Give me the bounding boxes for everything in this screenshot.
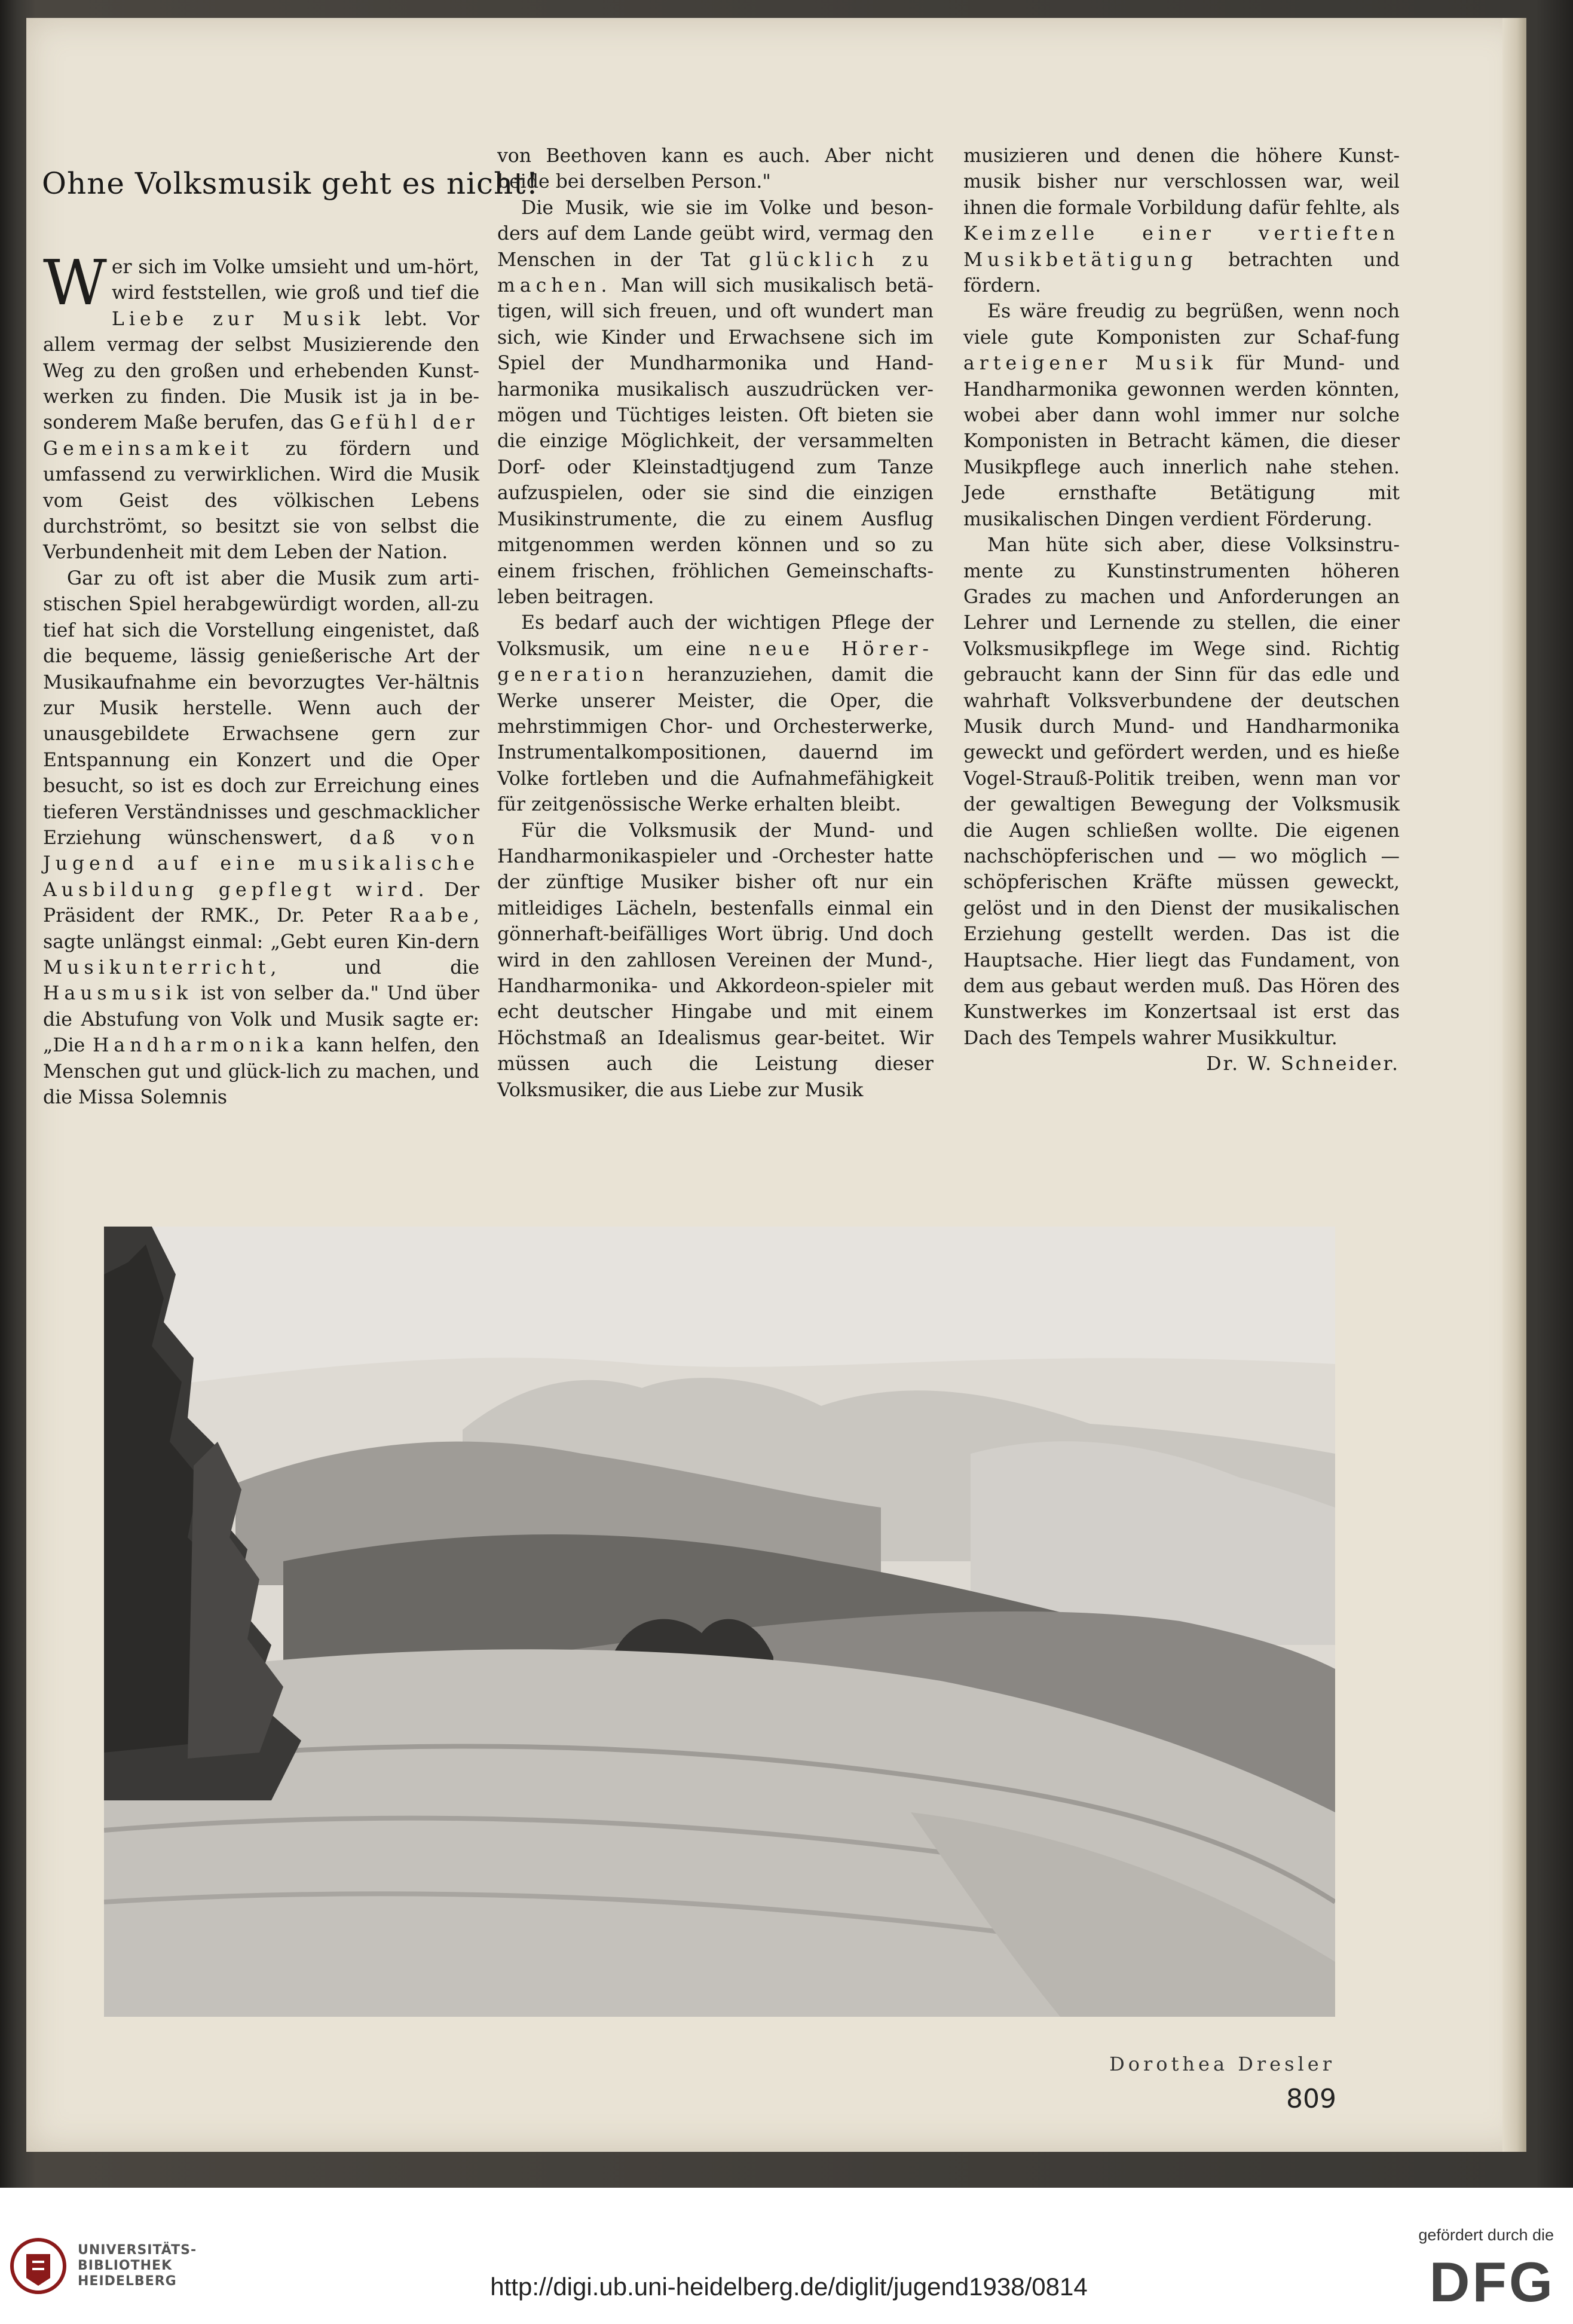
spaced-text: Gefühl der Gemeinsamkeit [43,412,479,460]
text-run: Man will sich musikalisch betä-tigen, will sich freuen, und oft wundert man sich, wie Kinder und Erwachsene sich im Spiel der Mundharmonika und Hand-harmonika musikalisch auszudrücken ver-mögen und Tüchtiges leisten. Oft bieten sie die einzige Möglichkeit, der versammelten Dorf- oder Kleinstadtjugend zum Tanze aufzuspielen, oder sie sind die einzigen Musikinstrumente, die zu einem Ausflug mitgenommen werden können und so zu einem frischen, fröhlichen Gemeinschafts-leben beitragen. [497,275,934,608]
paragraph: Für die Volksmusik der Mund- und Handharmonikaspieler und -Orchester hatte der zünftige Musiker bisher oft nur ein mitleidiges Lächeln, bestenfalls einmal ein gönnerhaft-beifälliges Wort übrig. Und doch wird in den zahllosen Vereinen der Mund-, Handharmonika- und Akkordeon-spieler mit echt deutscher Hingabe und mit einem Höchstmaß an Idealismus gear-beitet. Wir müssen auch die Leistung dieser Volksmusiker, die aus Liebe zur Musik [497,819,934,1101]
text-run: , sagte unlängst einmal: „Gebt euren Kin-dern [43,905,479,953]
paragraph [963,299,1400,533]
spaced-text: neue Hörer-generation [497,638,934,686]
spaced-text: Liebe zur Musik [111,308,365,330]
spaced-text: Musikunterricht [43,956,271,978]
image-caption: Dorothea Dresler [1109,2053,1335,2075]
text-run: ist von selber da." Und über die Abstufung von Volk und Musik sagte er: „Die [43,983,479,1057]
text-run: heranzuziehen, damit die Werke unserer Meister, die Oper, die mehrstimmigen Chor- und Orchesterwerke, Instrumentalkompositionen, dauernd im Volke fortleben und die Aufnahmefähigkeit für zeitgenössische Werke erhalten bleibt. [497,664,934,816]
magazine-page [26,18,1526,2152]
text-column-3 [963,143,1400,1078]
text-run: Die Musik, wie sie im Volke und beson-ders auf dem Lande geübt wird, vermag den Menschen in der Tat [497,197,934,271]
sponsor-label: gefördert durch die [1418,2226,1554,2244]
university-seal-icon [8,2233,68,2299]
paragraph: von Beethoven kann es auch. Aber nicht beide bei derselben Person." [497,145,934,193]
viewer-footer [0,2188,1573,2324]
text-column-2 [497,143,934,1103]
text-run: musizieren und denen die höhere Kunst-musik bisher nur verschlossen war, weil ihnen die formale Vorbildung dafür fehlte, als [963,145,1400,219]
paragraph [43,566,479,1111]
text-run: Der Präsident der RMK., Dr. Peter [43,879,480,927]
text-column-1 [43,246,480,1111]
institution-name [78,2243,197,2289]
spaced-text: Keimzelle einer vertieften Musikbetätigung [963,223,1400,271]
text-run: Es wäre freudig zu begrüßen, wenn noch viele gute Komponisten zur Schaf-fung [963,301,1400,348]
article-title: Ohne Volksmusik geht es nicht! [42,166,539,201]
spaced-text: arteigener Musik [963,353,1218,375]
paragraph: Man hüte sich aber, diese Volksinstru-mente zu Kunstinstrumenten höheren Grades zu machen und Anforderungen an Lehrer und Lernende zu stellen, die einer Volksmusikpflege im Wege sind. Richtig gebraucht kann der Sinn für das edle und wahrhaft Volksverbundene der deutschen Musik durch Mund- und Handharmonika geweckt und gefördert werden, und es hieße Vogel-Strauß-Politik treiben, wenn man vor der gewaltigen Bewegung der Volksmusik die Augen schließen wollte. Die eigenen nachschöpferischen und — wo möglich — schöpferischen Kräfte müssen geweckt, gelöst und in den Dienst der musikalischen Erziehung gestellt werden. Das ist die Hauptsache. Hier liegt das Fundament, von dem aus gebaut werden muß. Das Hören des Kunstwerkes im Konzertsaal ist erst das Dach des Tempels wahrer Musikkultur. [963,534,1400,1049]
text-run: zu fördern und umfassend zu verwirklichen. Wird die Musik vom Geist des völkischen Lebens durchströmt, so besitzt sie von selbst die Verbundenheit mit dem Leben der Nation. [43,438,479,564]
text-run: er sich im Volke umsieht und um-hört, wird feststellen, wie groß und tief die [111,256,479,304]
paragraph [497,195,934,611]
paragraph [963,143,1400,299]
paragraph [43,246,479,566]
spaced-text: glücklich zu machen. [497,249,934,297]
paragraph [497,610,934,818]
spaced-text: Handharmonika [92,1035,309,1057]
text-run: für Mund- und Handharmonika gewonnen werden könnten, wobei aber dann wohl immer nur solche Komponisten in Betracht kämen, die dieser Musikpflege auch innerlich nahe stehen. Jede ernsthafte Betätigung mit musikalischen Dingen verdient Förderung. [963,353,1400,530]
institution-line: BIBLIOTHEK [78,2258,173,2273]
institution-line: UNIVERSITÄTS- [78,2243,197,2258]
text-run: , und die [270,956,479,978]
institution-line: HEIDELBERG [78,2274,177,2289]
permalink-url[interactable]: http://digi.ub.uni-heidelberg.de/diglit/jugend1938/0814 [490,2273,1088,2301]
text-run: lebt. Vor allem vermag der selbst Musizierende den Weg zu den großen und erhebenden Kunst-werken zu finden. Die Musik ist ja in be-sonderem Maße berufen, das [43,308,479,434]
dfg-logo[interactable]: DFG [1429,2250,1555,2313]
text-run: Es bedarf auch der wichtigen Pflege der Volksmusik, um eine [497,612,934,660]
text-run: kann helfen, den Menschen gut und glück-lich zu machen, und die Missa Solemnis [43,1035,479,1108]
text-run: betrachten und fördern. [963,249,1400,297]
spaced-text: Hausmusik [43,983,193,1005]
author-signature: Dr. W. Schneider. [1206,1053,1400,1075]
drop-cap: W [43,246,107,319]
spaced-text: daß von Jugend auf eine musikalische Ausbildung gepflegt wird. [43,827,479,901]
text-run: Gar zu oft ist aber die Musik zum arti-stischen Spiel herabgewürdigt worden, all-zu tief hat sich die Vorstellung eingenistet, daß die bequeme, lässig genießerische Art der Musikaufnahme ein bevorzugtes Ver-hältnis zur Musik herstelle. Wenn auch der unausgebildete Erwachsene gern zur Entspannung ein Konzert und die Oper besucht, so ist es doch zur Erreichung eines tieferen Verständnisses und geschmacklicher Erziehung wünschenswert, [43,567,479,849]
landscape-painting [104,1227,1335,2017]
page-edge [1502,18,1526,2152]
page-number: 809 [1286,2084,1336,2114]
spaced-text: Raabe [389,905,473,927]
